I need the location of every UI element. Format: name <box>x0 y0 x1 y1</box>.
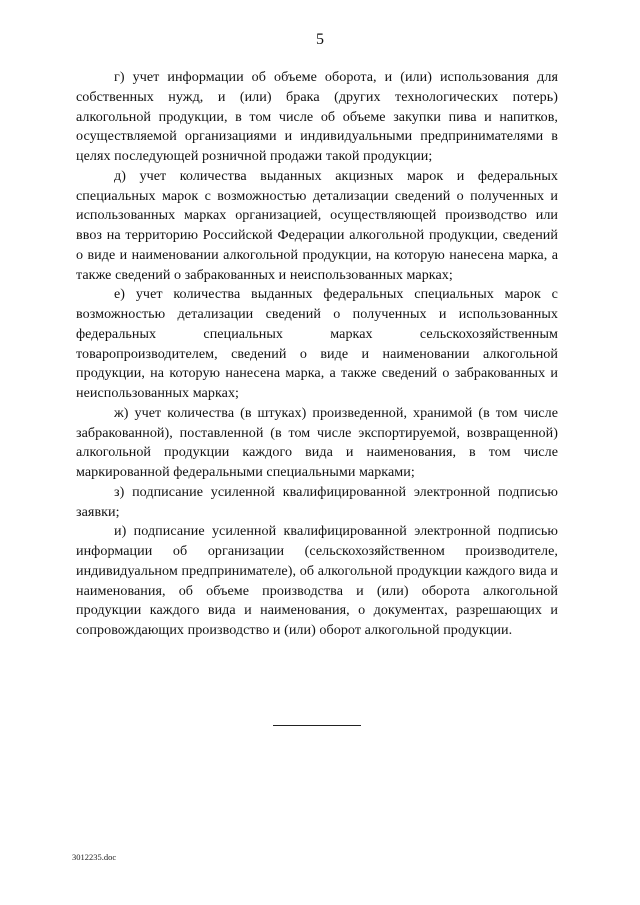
page-number: 5 <box>316 31 324 48</box>
footer-file-name: 3012235.doc <box>72 852 117 862</box>
end-of-text-rule <box>273 725 361 726</box>
paragraph-z: з) подписание усиленной квалифицированной электронной подписью заявки; <box>76 483 558 520</box>
paragraph-d: д) учет количества выданных акцизных марок и федеральных специальных марок с возможностью детализации сведений о полученных и использованных марках организацией, осуществляющей производство или ввоз на территорию Российской Федерации алкогольной продукции, сведений о виде и наименовании алкогольной продукции, на которую нанесена марка, а также сведений о забракованных и неиспользованных марках; <box>76 167 558 283</box>
paragraph-zh: ж) учет количества (в штуках) произведенной, хранимой (в том числе забракованной), поставленной (в том числе экспортируемой, возвращенной) алкогольной продукции каждого вида и наименования, в том числе маркированной федеральными специальными марками; <box>76 404 558 480</box>
paragraph-g: г) учет информации об объеме оборота, и (или) использования для собственных нужд, и (или) брака (других технологических потерь) алкогольной продукции, в том числе об объеме закупки пива и напитков, осуществляемой организациями и индивидуальными предпринимателями в целях последующей розничной продажи такой продукции; <box>76 69 558 164</box>
document-body <box>76 68 558 641</box>
paragraph-e: е) учет количества выданных федеральных специальных марок с возможностью детализации сведений о полученных и использованных федеральных специальных марках сельскохозяйственным товаропроизводителем, сведений о виде и наименовании алкогольной продукции, на которую нанесена марка, а также сведений о забракованных и неиспользованных марках; <box>76 286 558 401</box>
paragraph-i: и) подписание усиленной квалифицированной электронной подписью информации об организации (сельскохозяйственном производителе, индивидуальном предпринимателе), об алкогольной продукции каждого вида и наименования, об объеме производства и (или) оборота алкогольной продукции каждого вида и наименования, о документах, разрешающих и сопровождающих производство и (или) оборот алкогольной продукции. <box>76 523 558 638</box>
